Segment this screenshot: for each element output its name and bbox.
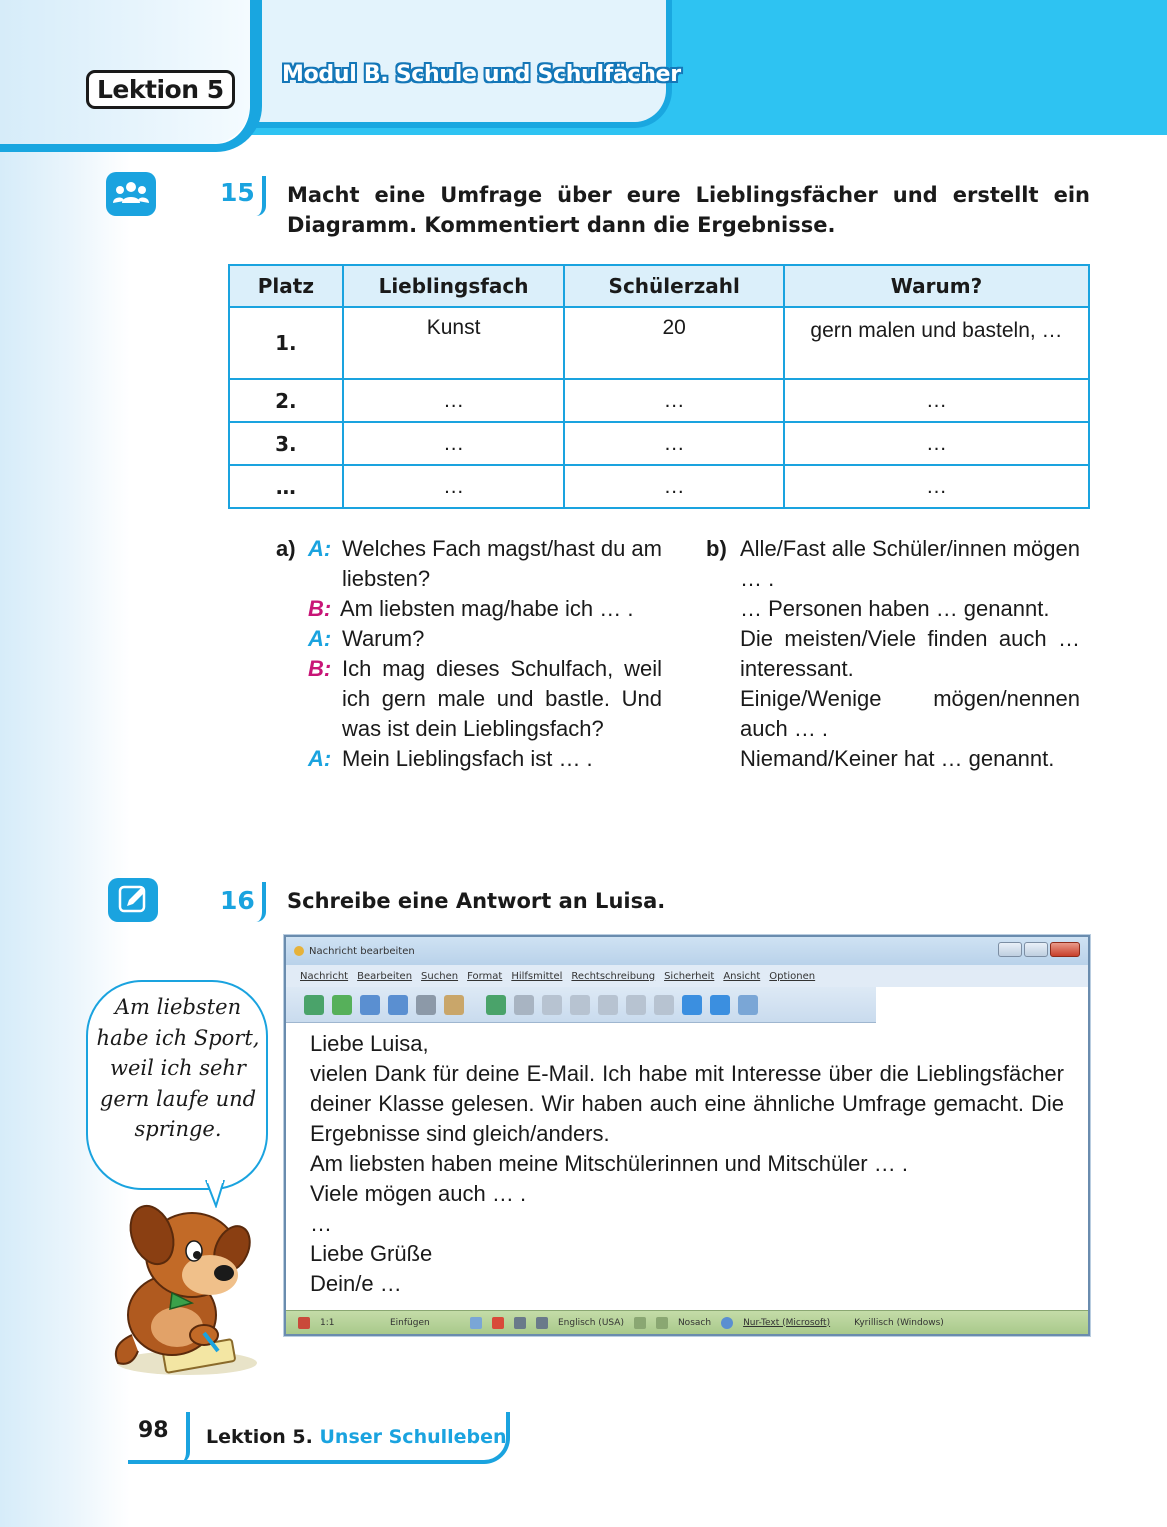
email-line: Am liebsten haben meine Mitschülerinnen und Mitschüler … . bbox=[310, 1151, 908, 1176]
dialog-text: Warum? bbox=[342, 626, 425, 651]
dialog-line bbox=[276, 744, 662, 774]
save-icon[interactable] bbox=[332, 995, 352, 1015]
exercise-16-bracket bbox=[256, 882, 266, 922]
toolbar bbox=[286, 987, 876, 1023]
redo-icon[interactable] bbox=[514, 995, 534, 1015]
status-icon bbox=[721, 1317, 733, 1329]
table-header-cell: Platz bbox=[229, 265, 343, 307]
status-language[interactable]: Englisch (USA) bbox=[558, 1317, 624, 1328]
italic-icon[interactable] bbox=[710, 995, 730, 1015]
mail-app-icon bbox=[294, 946, 304, 956]
exercise-16-title: Schreibe eine Antwort an Luisa. bbox=[287, 889, 666, 913]
exercise-15-number: 15 bbox=[220, 178, 255, 207]
dialog-a-label: a) bbox=[276, 536, 296, 561]
table-row bbox=[229, 307, 1089, 379]
window-controls bbox=[998, 942, 1080, 957]
footer-lektion: Lektion 5. bbox=[206, 1426, 313, 1448]
table-cell: gern malen und basteln, … bbox=[784, 307, 1089, 379]
paste-icon[interactable] bbox=[598, 995, 618, 1015]
status-position: 1:1 bbox=[320, 1317, 335, 1328]
email-line: Viele mögen auch … . bbox=[310, 1181, 527, 1206]
speaker-a: A: bbox=[308, 626, 332, 651]
menu-item-suchen[interactable]: Suchen bbox=[421, 970, 459, 982]
copy-icon[interactable] bbox=[542, 995, 562, 1015]
dialog-a bbox=[276, 534, 662, 774]
print-icon[interactable] bbox=[416, 995, 436, 1015]
status-bar bbox=[286, 1310, 1088, 1334]
table-row bbox=[229, 422, 1089, 465]
table-cell: … bbox=[564, 422, 784, 465]
window-title: Nachricht bearbeiten bbox=[309, 945, 415, 957]
table-cell: … bbox=[564, 465, 784, 508]
status-icon bbox=[536, 1317, 548, 1329]
status-mode: Einfügen bbox=[390, 1317, 430, 1328]
check-icon[interactable] bbox=[444, 995, 464, 1015]
status-icon bbox=[656, 1317, 668, 1329]
speaker-a: A: bbox=[308, 746, 332, 771]
table-cell: 20 bbox=[564, 307, 784, 379]
dialog-line bbox=[276, 624, 662, 654]
dialog-text: Welches Fach magst/hast du am liebsten? bbox=[342, 536, 662, 591]
phrase-line: Einige/Wenige mögen/nennen auch … . bbox=[740, 686, 1080, 741]
dialog-line bbox=[276, 654, 662, 744]
exercise-16-number: 16 bbox=[220, 886, 255, 915]
phrase-line: Die meisten/Viele finden auch … interessant. bbox=[740, 626, 1080, 681]
status-icon bbox=[634, 1317, 646, 1329]
table-cell: 1. bbox=[229, 307, 343, 379]
status-icon bbox=[298, 1317, 310, 1329]
menu-bar bbox=[286, 965, 1088, 987]
status-icon bbox=[492, 1317, 504, 1329]
maximize-button[interactable] bbox=[1024, 942, 1048, 957]
insert-icon[interactable] bbox=[654, 995, 674, 1015]
pencil-icon bbox=[108, 878, 158, 922]
speaker-b: B: bbox=[308, 596, 332, 621]
minimize-button[interactable] bbox=[998, 942, 1022, 957]
email-body[interactable] bbox=[286, 1023, 1088, 1309]
dialog-line bbox=[276, 594, 662, 624]
email-window bbox=[284, 935, 1090, 1336]
table-cell: … bbox=[784, 379, 1089, 422]
dialog-text: Mein Lieblingsfach ist … . bbox=[342, 746, 593, 771]
list-icon[interactable] bbox=[738, 995, 758, 1015]
status-format[interactable]: Nur-Text (Microsoft) bbox=[743, 1317, 831, 1328]
email-line: Dein/e … bbox=[310, 1271, 402, 1296]
table-row bbox=[229, 379, 1089, 422]
dialog-text: Am liebsten mag/habe ich … . bbox=[340, 596, 634, 621]
footer-chapter: Unser Schulleben bbox=[319, 1426, 507, 1448]
email-line: Liebe Grüße bbox=[310, 1241, 433, 1266]
attach-icon[interactable] bbox=[360, 995, 380, 1015]
table-cell: 2. bbox=[229, 379, 343, 422]
phrase-line: Alle/Fast alle Schüler/innen mögen … . bbox=[740, 536, 1080, 591]
menu-item-rechtschreibung[interactable]: Rechtschreibung bbox=[571, 970, 656, 982]
table-cell: Kunst bbox=[343, 307, 565, 379]
address-icon[interactable] bbox=[388, 995, 408, 1015]
table-cell: 3. bbox=[229, 422, 343, 465]
table-cell: … bbox=[784, 465, 1089, 508]
table-cell: … bbox=[229, 465, 343, 508]
delete-icon[interactable] bbox=[626, 995, 646, 1015]
cut-icon[interactable] bbox=[570, 995, 590, 1015]
speaker-b: B: bbox=[308, 656, 332, 681]
exercise-15-title: Macht eine Umfrage über eure Lieblingsfächer und erstellt ein Diagramm. Kommentiert dann die Ergebnisse. bbox=[287, 183, 1090, 237]
table-cell: … bbox=[343, 465, 565, 508]
phrase-line: … Personen haben … genannt. bbox=[740, 596, 1050, 621]
exercise-15-bracket bbox=[256, 176, 266, 216]
page-number-bracket bbox=[178, 1412, 190, 1464]
status-icon bbox=[470, 1317, 482, 1329]
table-header-cell: Warum? bbox=[784, 265, 1089, 307]
modul-title: Modul B. Schule und Schulfächer bbox=[282, 62, 681, 87]
dialog-b bbox=[706, 534, 1080, 774]
menu-item-nachricht[interactable]: Nachricht bbox=[300, 970, 349, 982]
menu-item-format[interactable]: Format bbox=[467, 970, 503, 982]
bold-icon[interactable] bbox=[682, 995, 702, 1015]
survey-table bbox=[228, 264, 1090, 509]
group-icon bbox=[106, 172, 156, 216]
email-line: Liebe Luisa, bbox=[310, 1031, 429, 1056]
send-icon[interactable] bbox=[304, 995, 324, 1015]
table-cell: … bbox=[343, 422, 565, 465]
menu-item-optionen[interactable]: Optionen bbox=[769, 970, 816, 982]
status-icon bbox=[514, 1317, 526, 1329]
window-titlebar bbox=[286, 937, 1088, 965]
page-number: 98 bbox=[138, 1418, 169, 1443]
speech-bubble-text: Am liebsten habe ich Sport, weil ich sehr gern laufe und springe. bbox=[96, 995, 260, 1141]
table-cell: … bbox=[784, 422, 1089, 465]
footer-title bbox=[206, 1426, 507, 1448]
email-line: … bbox=[310, 1211, 332, 1236]
dialog-line bbox=[276, 534, 662, 594]
email-line: vielen Dank für deine E-Mail. Ich habe mit Interesse über die Lieblingsfächer deiner Klasse gelesen. Wir haben auch eine ähnliche Umfrage gemacht. Die Ergebnisse sind gleich/anders. bbox=[310, 1061, 1064, 1146]
menu-item-hilfsmittel[interactable]: Hilfsmittel bbox=[511, 970, 563, 982]
phrase-line: Niemand/Keiner hat … genannt. bbox=[740, 746, 1055, 771]
dialog-text: Ich mag dieses Schulfach, weil ich gern male und bastle. Und was ist dein Lieblingsfach? bbox=[342, 656, 662, 741]
table-cell: … bbox=[343, 379, 565, 422]
speaker-a: A: bbox=[308, 536, 332, 561]
table-header-row bbox=[229, 265, 1089, 307]
table-header-cell: Lieblingsfach bbox=[343, 265, 565, 307]
menu-item-sicherheit[interactable]: Sicherheit bbox=[664, 970, 715, 982]
menu-item-bearbeiten[interactable]: Bearbeiten bbox=[357, 970, 413, 982]
status-search[interactable]: Nosach bbox=[677, 1317, 712, 1328]
dog-illustration bbox=[92, 1195, 282, 1385]
close-button[interactable] bbox=[1050, 942, 1080, 957]
undo-icon[interactable] bbox=[486, 995, 506, 1015]
dialog-b-label: b) bbox=[706, 536, 727, 561]
table-cell: … bbox=[564, 379, 784, 422]
status-encoding[interactable]: Kyrillisch (Windows) bbox=[854, 1317, 944, 1328]
table-header-cell: Schülerzahl bbox=[564, 265, 784, 307]
menu-item-ansicht[interactable]: Ansicht bbox=[723, 970, 761, 982]
table-row bbox=[229, 465, 1089, 508]
lektion-tag: Lektion 5 bbox=[86, 70, 235, 109]
